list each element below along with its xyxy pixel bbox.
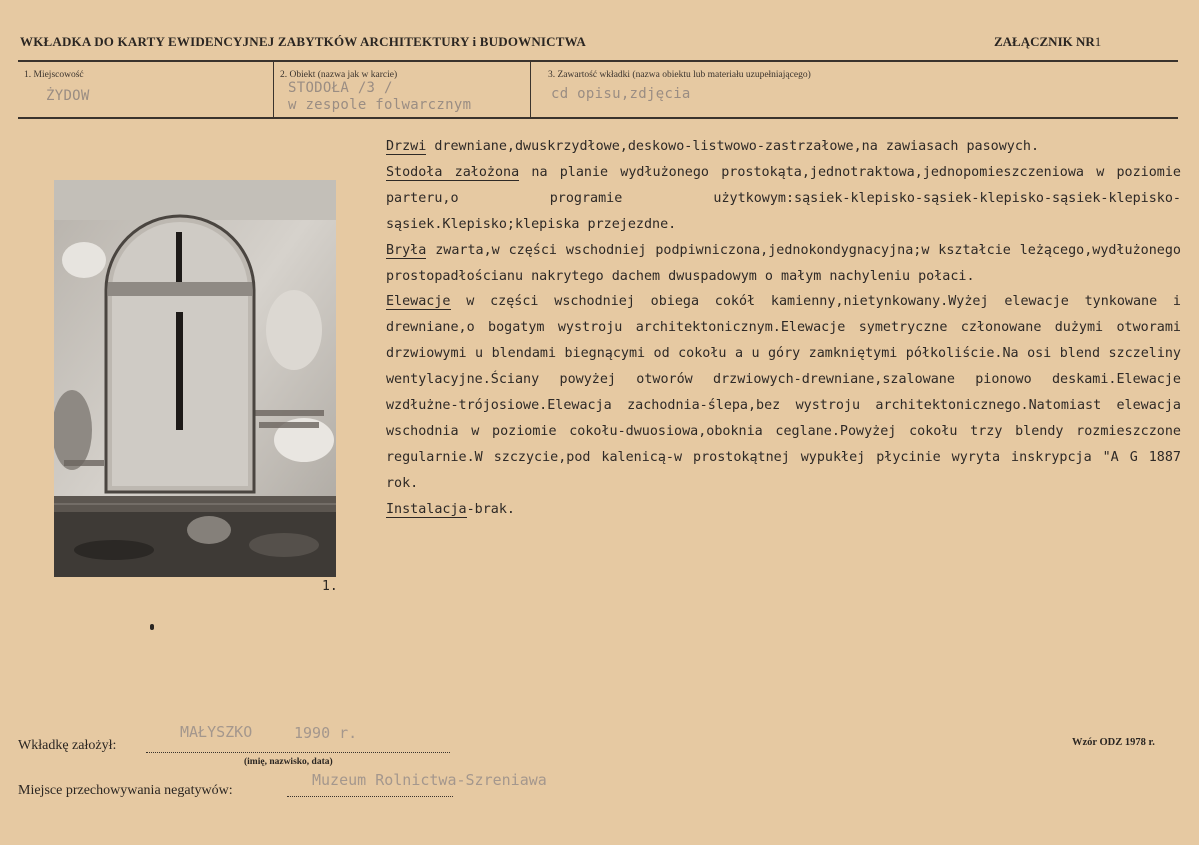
paragraph-text: drewniane,dwuskrzydłowe,deskowo-listwowo-zastrzałowe,na zawiasach pasowych.	[426, 139, 1040, 154]
description-block	[386, 134, 1181, 523]
content-label: 3. Zawartość wkładki (nazwa obiektu lub materiału uzupełniającego)	[548, 70, 811, 80]
year-value: 1990 r.	[294, 724, 358, 742]
description-paragraph	[386, 134, 1181, 160]
attachment-text: ZAŁĄCZNIK NR	[994, 34, 1095, 49]
object-value-1: STODOŁA /3 /	[288, 80, 393, 96]
description-paragraph	[386, 497, 1181, 523]
form-version: Wzór ODZ 1978 r.	[1072, 737, 1155, 748]
paragraph-lead: Stodoła założona	[386, 164, 520, 180]
paragraph-text: w części wschodniej obiega cokół kamienny,nietynkowany.Wyżej elewacje tynkowane i drewniane,o bogatym wystroju architektonicznym.Elewacje symetryczne członowane dużymi otworami drzwiowymi u blendami biegnącymi od cokołu a u góry zamkniętymi półkoliście.Na osi blend szczeliny wentylacyjne.Ściany powyżej otworów drzwiowych-drewniane,szalowane pionowo deskami.Elewacje wzdłużne-trójosiowe.Elewacja zachodnia-ślepa,bez wystroju architektonicznego.Natomiast elewacja wschodnia w poziomie cokołu-dwuosiowa,oboknia ceglane.Powyżej cokołu trzy blendy rozmieszczone regularnie.W szczycie,pod kalenicą-w prostokątnej wypukłej płycinie wyryta inskrypcja "A G 1887 rok.	[386, 294, 1181, 491]
storage-dotline	[287, 796, 453, 797]
field-divider-1	[273, 62, 274, 118]
description-paragraph	[386, 238, 1181, 290]
barn-door-photo	[54, 180, 336, 577]
photo-number: 1.	[322, 579, 338, 594]
object-label: 2. Obiekt (nazwa jak w karcie)	[280, 70, 398, 80]
author-hint: (imię, nazwisko, data)	[244, 757, 333, 767]
attachment-label	[994, 34, 1101, 50]
storage-label: Miejsce przechowywania negatywów:	[18, 783, 233, 798]
paragraph-text: -brak.	[466, 501, 515, 517]
paragraph-lead: Instalacja	[386, 501, 467, 517]
field-divider-2	[530, 62, 531, 118]
header-rule-bottom	[18, 117, 1178, 119]
author-dotline	[146, 752, 450, 753]
description-paragraph	[386, 160, 1181, 238]
author-value: MAŁYSZKO	[180, 723, 253, 741]
paragraph-lead: Bryła	[386, 242, 427, 258]
attachment-number: 1	[1094, 34, 1102, 49]
photo-drawing	[54, 180, 336, 577]
paragraph-text: na planie wydłużonego prostokąta,jednotraktowa,jednopomieszczeniowa w poziomie parteru,o programie użytkowym:sąsiek-klepisko-sąsiek-klepisko-sąsiek-klepisko-sąsiek.Klepisko;klepiska przejezdne.	[386, 164, 1181, 232]
ink-dot	[150, 624, 154, 630]
storage-value: Muzeum Rolnictwa-Szreniawa	[312, 771, 547, 789]
paragraph-text: zwarta,w części wschodniej podpiwniczona,jednokondygnacyjna;w kształcie leżącego,wydłużonego prostopadłościanu nakrytego dachem dwuspadowym o małym nachyleniu połaci.	[386, 242, 1181, 284]
form-title: WKŁADKA DO KARTY EWIDENCYJNEJ ZABYTKÓW ARCHITEKTURY i BUDOWNICTWA	[20, 34, 586, 49]
content-value: cd opisu,zdjęcia	[551, 86, 691, 102]
paragraph-lead: Drzwi	[386, 139, 427, 154]
author-label: Wkładkę założył:	[18, 738, 117, 753]
description-paragraph	[386, 289, 1181, 496]
locality-value: ŻYDOW	[46, 88, 90, 104]
header-rule-top	[18, 60, 1178, 62]
locality-label: 1. Miejscowość	[24, 70, 84, 80]
paragraph-lead: Elewacje	[386, 294, 451, 310]
object-value-2: w zespole folwarcznym	[288, 97, 472, 113]
